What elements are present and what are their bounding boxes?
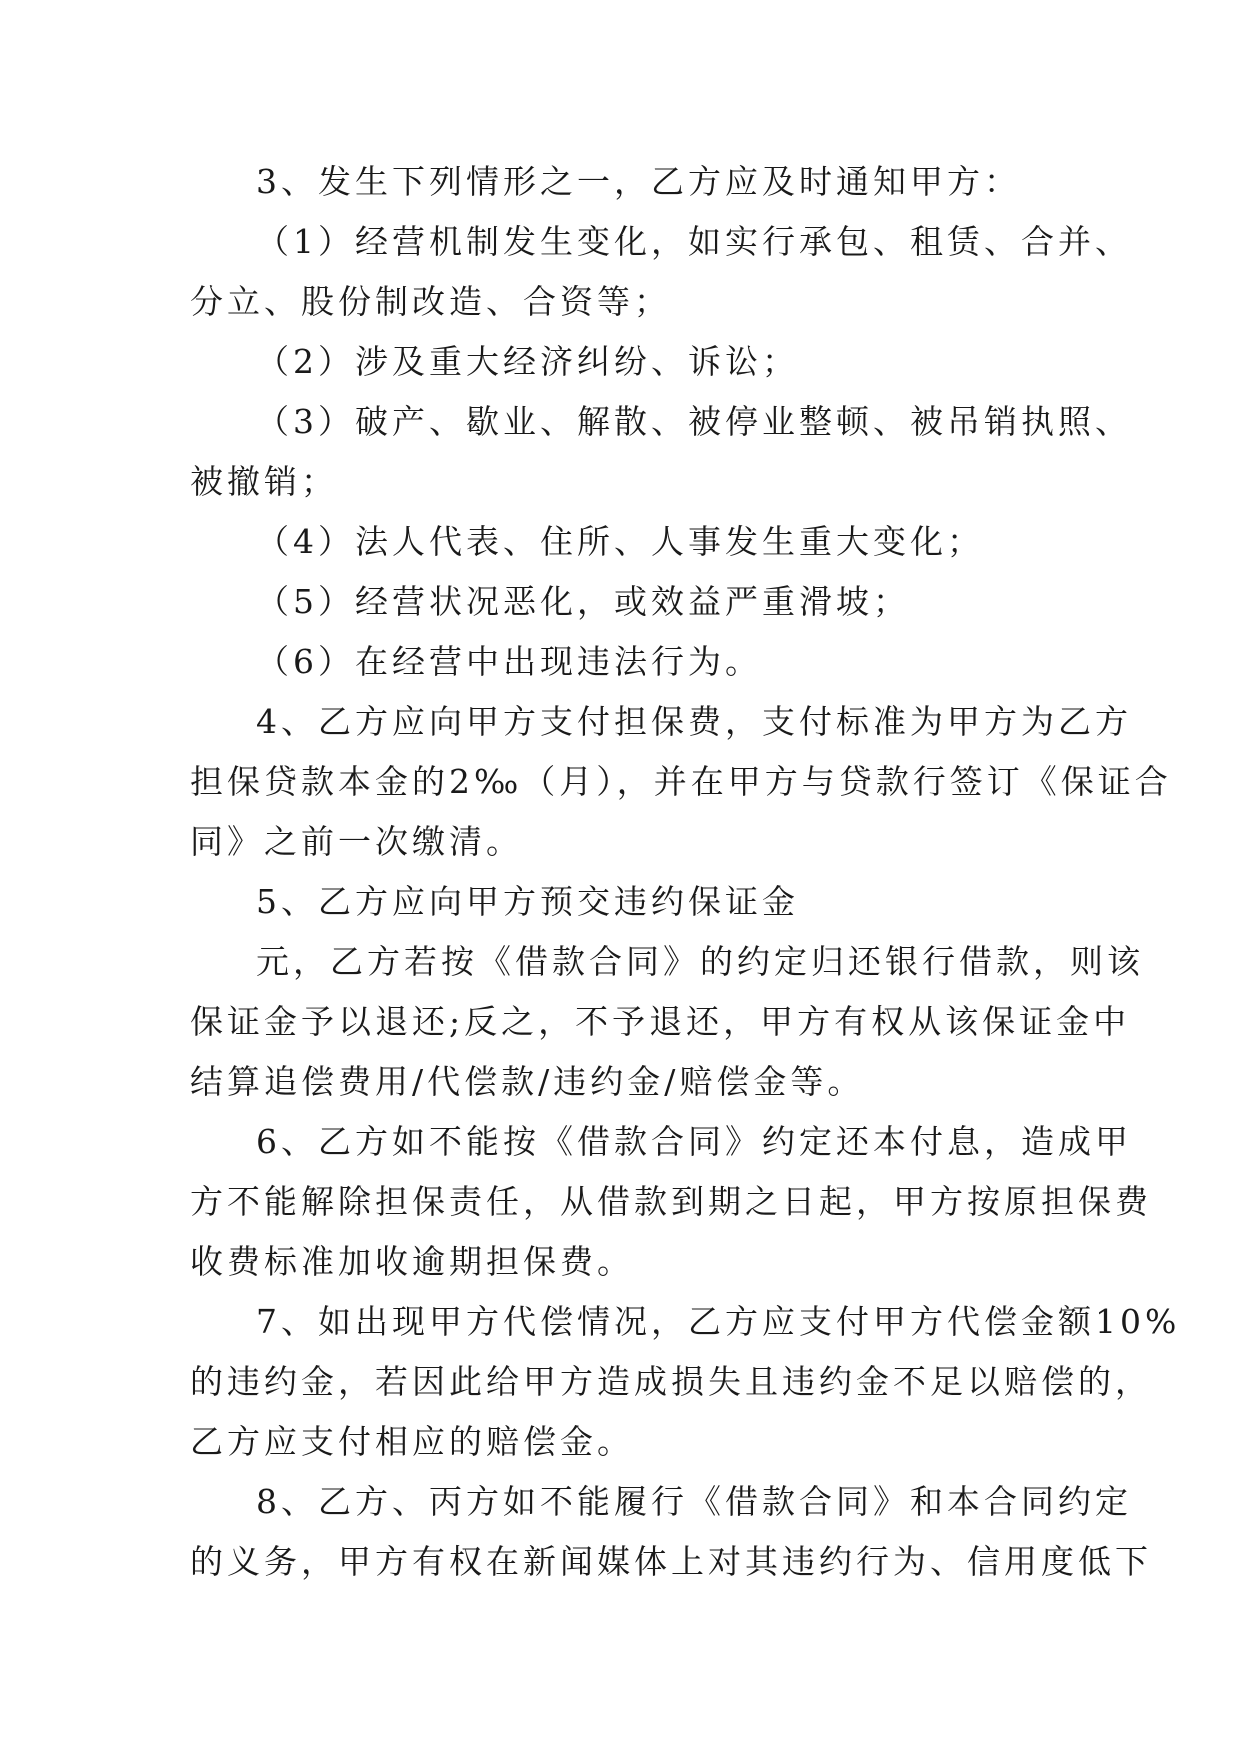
paragraph-line: 保证金予以退还;反之，不予退还，甲方有权从该保证金中 xyxy=(190,1002,1131,1041)
paragraph-line: （3）破产、歇业、解散、被停业整顿、被吊销执照、 xyxy=(256,402,1132,441)
paragraph-line: 分立、股份制改造、合资等； xyxy=(190,282,671,321)
paragraph-line: 5、乙方应向甲方预交违约保证金 xyxy=(256,882,799,921)
paragraph-line: （2）涉及重大经济纠纷、诉讼； xyxy=(256,342,799,381)
clause-5-continued xyxy=(190,932,1144,1112)
paragraph-line: （5）经营状况恶化，或效益严重滑坡； xyxy=(256,582,910,621)
clause-3-item-5 xyxy=(190,572,1070,632)
paragraph-line: 结算追偿费用/代偿款/违约金/赔偿金等。 xyxy=(190,1062,865,1101)
paragraph-line: 6、乙方如不能按《借款合同》约定还本付息，造成甲 xyxy=(256,1122,1132,1161)
clause-6 xyxy=(190,1112,1152,1292)
clause-5 xyxy=(190,872,1070,932)
clause-3-item-4 xyxy=(190,512,1070,572)
paragraph-line: 同》之前一次缴清。 xyxy=(190,822,523,861)
paragraph-line: 元，乙方若按《借款合同》的约定归还银行借款，则该 xyxy=(256,942,1144,981)
clause-3-item-1 xyxy=(190,212,1132,332)
paragraph-line: 的义务，甲方有权在新闻媒体上对其违约行为、信用度低下 xyxy=(190,1542,1152,1581)
paragraph-line: 被撤销； xyxy=(190,462,338,501)
paragraph-line: （1）经营机制发生变化，如实行承包、租赁、合并、 xyxy=(256,222,1132,261)
paragraph-line: （6）在经营中出现违法行为。 xyxy=(256,642,762,681)
paragraph-line: 7、如出现甲方代偿情况，乙方应支付甲方代偿金额10% xyxy=(256,1302,1181,1341)
clause-3-item-2 xyxy=(190,332,1070,392)
clause-3 xyxy=(190,152,1070,212)
clause-4 xyxy=(190,692,1172,872)
paragraph-line: 8、乙方、丙方如不能履行《借款合同》和本合同约定 xyxy=(256,1482,1132,1521)
paragraph-line: 乙方应支付相应的赔偿金。 xyxy=(190,1422,634,1461)
paragraph-line: 的违约金，若因此给甲方造成损失且违约金不足以赔偿的， xyxy=(190,1362,1152,1401)
paragraph-line: 3、发生下列情形之一，乙方应及时通知甲方： xyxy=(256,162,1021,201)
clause-7 xyxy=(190,1292,1181,1472)
clause-3-item-3 xyxy=(190,392,1132,512)
paragraph-line: （4）法人代表、住所、人事发生重大变化； xyxy=(256,522,984,561)
clause-8 xyxy=(190,1472,1152,1592)
paragraph-line: 收费标准加收逾期担保费。 xyxy=(190,1242,634,1281)
paragraph-line: 4、乙方应向甲方支付担保费，支付标准为甲方为乙方 xyxy=(256,702,1132,741)
paragraph-line: 担保贷款本金的2‰（月），并在甲方与贷款行签订《保证合 xyxy=(190,762,1172,801)
clause-3-item-6 xyxy=(190,632,1070,692)
document-body xyxy=(190,152,1181,1592)
paragraph-line: 方不能解除担保责任，从借款到期之日起，甲方按原担保费 xyxy=(190,1182,1152,1221)
